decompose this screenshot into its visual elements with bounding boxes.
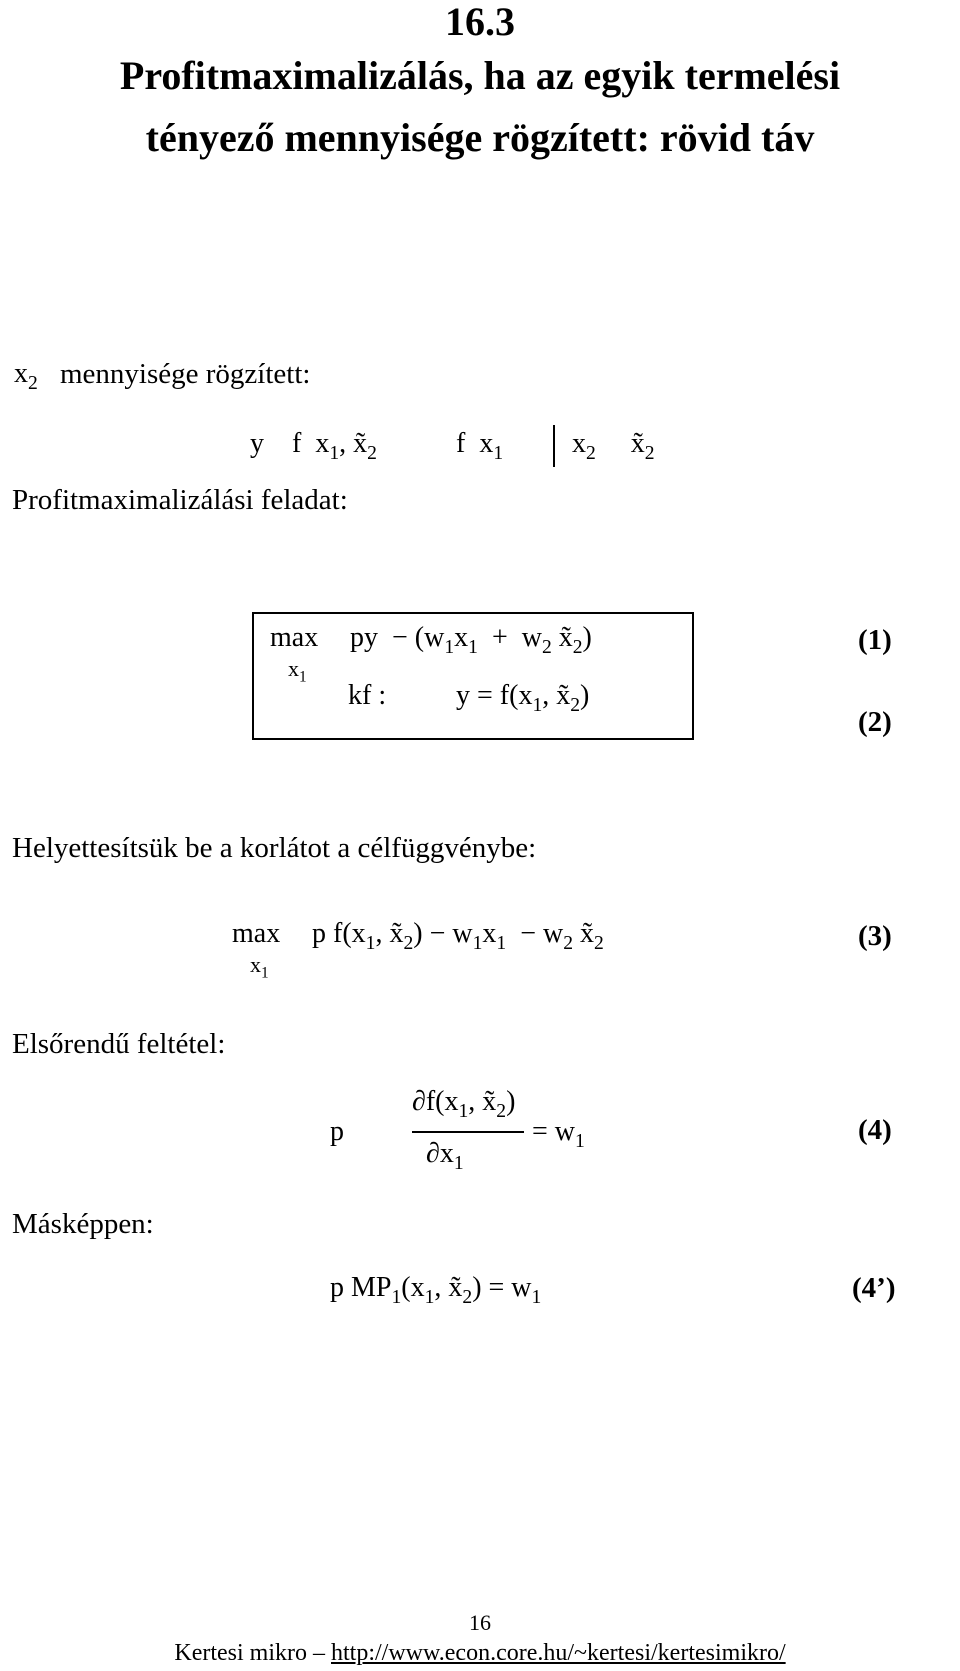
conditional-bar: [553, 425, 555, 467]
footer-author: Kertesi mikro –: [174, 1640, 325, 1666]
equation-number-2: (2): [858, 706, 892, 738]
equals-wage: = $w_1$: [532, 1116, 585, 1152]
footer-url-link[interactable]: http://www.econ.core.hu/~kertesi/kertesimikro/: [331, 1640, 786, 1666]
page-number: 16: [469, 1610, 491, 1635]
price-symbol: p: [330, 1116, 344, 1147]
max-subscript: $x_1$: [288, 656, 307, 686]
footer: [0, 1640, 960, 1667]
fraction-bar: [412, 1131, 524, 1133]
constraint-label: kf :: [348, 680, 387, 711]
objective-function: py − ($w_1x_1 + w_2$ $x̃_2$): [350, 622, 592, 658]
max-subscript-3: $x_1$: [250, 952, 269, 982]
production-function-line: y f $x_1$, $x̃_2$: [250, 428, 377, 464]
constraint-equation: $y = f(x_1$, $x̃_2$): [456, 680, 590, 716]
objective-substituted: p $f(x_1$, $x̃_2) - w_1x_1 - w_2$ $x̃_2$: [312, 918, 604, 954]
problem-label: Profitmaximalizálási feladat:: [12, 484, 348, 516]
partial-denominator: $\partial x_1$: [426, 1138, 464, 1174]
max-operator-3: max: [232, 918, 281, 949]
fixed-label: mennyisége rögzített:: [60, 358, 311, 390]
page-title-line2: tényező mennyisége rögzített: rövid táv: [145, 115, 815, 160]
partial-numerator: $\partial f(x_1$, $x̃_2$): [412, 1086, 516, 1122]
equation-number-4: (4): [858, 1114, 892, 1146]
condition-expression: $x_2$ $x̃_2$: [572, 428, 655, 464]
equation-number-4prime: (4’): [852, 1272, 896, 1304]
equation-number-3: (3): [858, 920, 892, 952]
foc-label: Elsőrendű feltétel:: [12, 1028, 226, 1060]
x2-symbol: $x_2$: [14, 358, 38, 394]
section-number: 16.3: [445, 0, 515, 44]
page-title-line1: Profitmaximalizálás, ha az egyik termelési: [119, 53, 841, 98]
substitute-label: Helyettesítsük be a korlátot a célfüggvénybe:: [12, 832, 537, 864]
conditional-function: f $x_1$: [456, 428, 504, 464]
equation-number-1: (1): [858, 624, 892, 656]
max-operator: max: [270, 622, 319, 653]
marginal-product-equation: p $MP_1(x_1$, $x̃_2) = w_1$: [330, 1272, 542, 1308]
otherwise-label: Másképpen:: [12, 1208, 154, 1240]
